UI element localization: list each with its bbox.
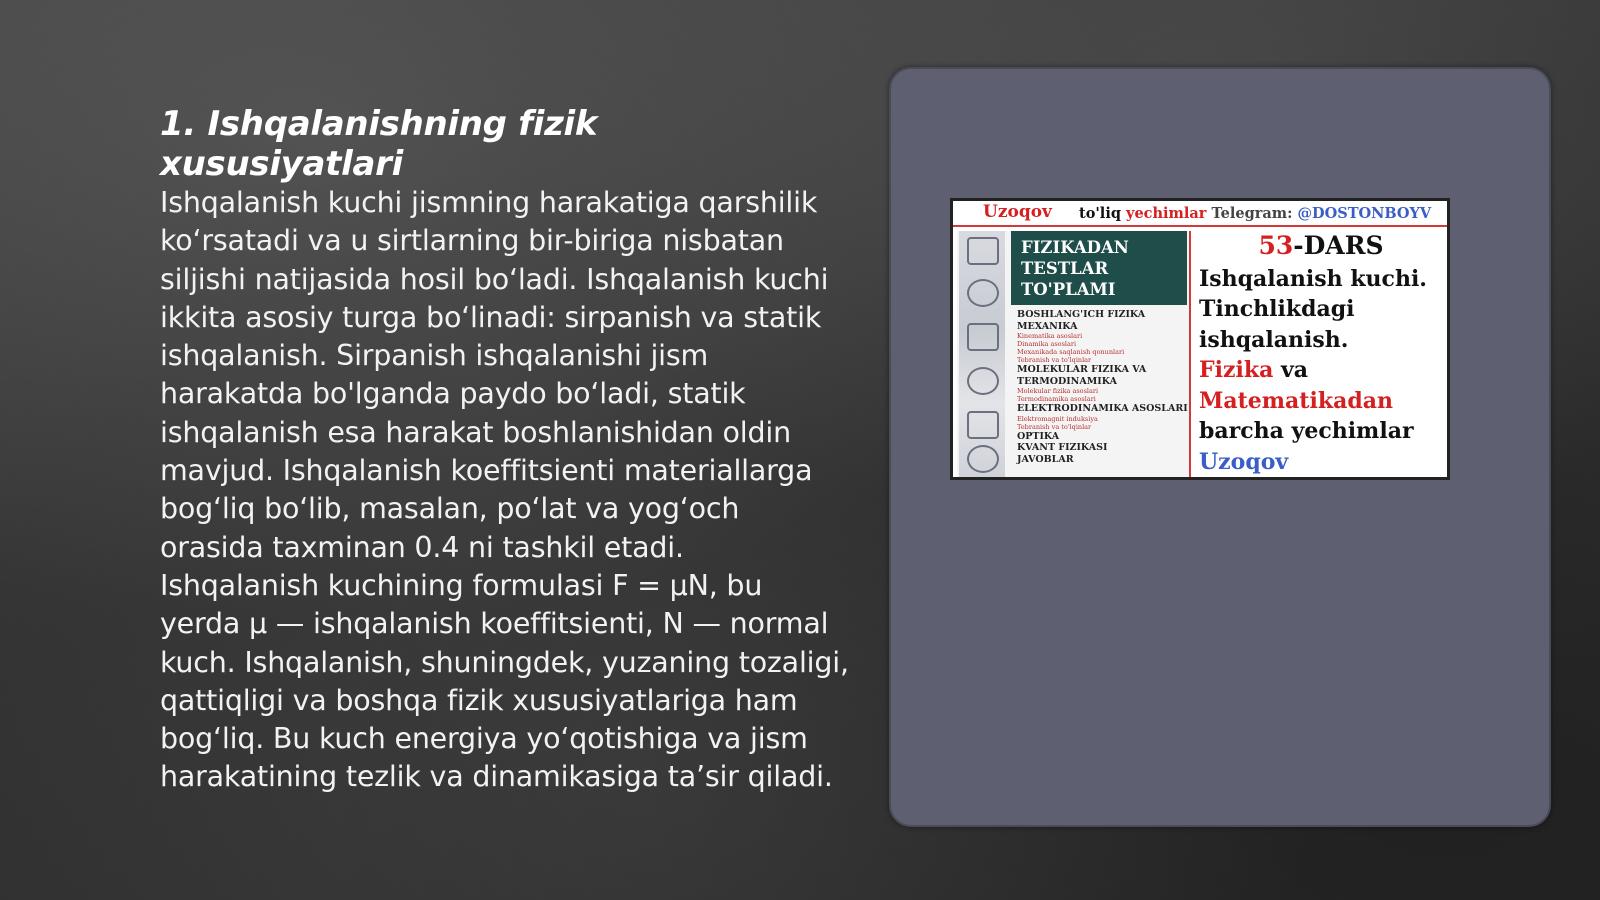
book-title — [1011, 231, 1187, 305]
book-subtopic: Termodinamika asoslari — [1017, 395, 1096, 403]
lesson-number-value: 53 — [1258, 231, 1294, 260]
scale-icon — [967, 323, 999, 351]
book-subtopic: Kinematika asoslari — [1017, 332, 1083, 340]
lesson-subject-line — [1199, 355, 1443, 386]
book-subtopic: Tebranish va to'lqinlar — [1017, 422, 1092, 431]
subject-connector: va — [1281, 357, 1309, 383]
book-topic: ELEKTRODINAMIKA ASOSLARI — [1017, 403, 1188, 414]
book-subtopic: Mexanikada saqlanish qonunlari — [1017, 348, 1125, 356]
book-subtopic: Elektromagnit induksiya — [1017, 414, 1098, 423]
thumbnail-header — [953, 201, 1447, 227]
book-title-line-3: TO'PLAMI — [1021, 280, 1116, 299]
thumbnail-telegram-line — [1079, 205, 1431, 222]
telegram-handle: @DOSTONBOYV — [1297, 205, 1432, 222]
book-subtopic: Molekular fizika asoslari — [1017, 387, 1099, 395]
book-topic: BOSHLANG'ICH FIZIKA — [1017, 309, 1146, 320]
lesson-suffix: -DARS — [1293, 231, 1384, 260]
telegram-part-1: to'liq — [1079, 205, 1121, 222]
lesson-line-3: ishqalanish. — [1199, 326, 1349, 353]
lesson-info — [1199, 231, 1443, 477]
book-subtopic: Dinamika asoslari — [1017, 340, 1077, 348]
lesson-thumbnail-image — [950, 198, 1450, 480]
book-subtopic: Tebranish va to'lqinlar — [1017, 356, 1092, 364]
slide-title: 1. Ishqalanishning fizik xususiyatlari — [160, 104, 598, 184]
lesson-line-1: Ishqalanish kuchi. — [1199, 265, 1427, 292]
pendulum-icon — [967, 279, 999, 307]
molecule-icon — [967, 367, 999, 395]
thumbnail-author: Uzoqov — [983, 202, 1052, 222]
book-title-line-2: TESTLAR — [1021, 259, 1109, 278]
book-contents-list — [1017, 309, 1189, 465]
thumbnail-signature: Uzoqov — [1199, 448, 1289, 475]
lesson-number — [1199, 231, 1443, 262]
subject-physics: Fizika — [1199, 357, 1274, 383]
telegram-part-3: Telegram: — [1211, 205, 1293, 222]
instrument-icon — [967, 237, 999, 265]
book-cover — [957, 231, 1191, 477]
book-title-line-1: FIZIKADAN — [1021, 238, 1129, 257]
atom-icon — [967, 445, 999, 473]
book-illustration-strip — [959, 231, 1005, 477]
lesson-line-2: Tinchlikdagi — [1199, 296, 1355, 322]
slide-body-text: Ishqalanish kuchi jismning harakatiga qarshilik ko‘rsatadi va u sirtlarning bir-biriga nisbatan siljishi natijasida hosil bo‘ladi. Ishqalanish kuchi ikkita asosiy turga bo‘linadi: sirpanish va statik ishqalanish. Sirpanish ishqalanishi jism harakatda bo'lganda paydo bo‘ladi, statik ishqalanish esa harakat boshlanishidan oldin mavjud. Ishqalanish koeffitsienti materiallarga bog‘liq bo‘lib, masalan, po‘lat va yog‘och orasida taxminan 0.4 ni tashkil etadi. Ishqalanish kuchining formulasi F = μN, bu yerda μ — ishqalanish koeffitsienti, N — normal kuch. Ishqalanish, shuningdek, yuzaning tozaligi, qattiqligi va boshqa fizik xususiyatlariga ham bog‘liq. Bu kuch energiya yo‘qotishiga va jism harakatining tezlik va dinamikasiga ta’sir qiladi. — [160, 186, 849, 794]
lesson-line-4: barcha yechimlar — [1199, 418, 1414, 444]
book-topic: MEXANIKA — [1017, 320, 1078, 332]
telegram-part-2: yechimlar — [1126, 205, 1207, 222]
book-topic: JAVOBLAR — [1017, 453, 1074, 465]
subject-math: Matematikadan — [1199, 387, 1393, 414]
book-topic: MOLEKULAR FIZIKA VA TERMODINAMIKA — [1017, 364, 1147, 387]
circuit-icon — [967, 411, 999, 439]
book-topic: KVANT FIZIKASI — [1017, 442, 1108, 453]
book-topic: OPTIKA — [1017, 430, 1060, 442]
